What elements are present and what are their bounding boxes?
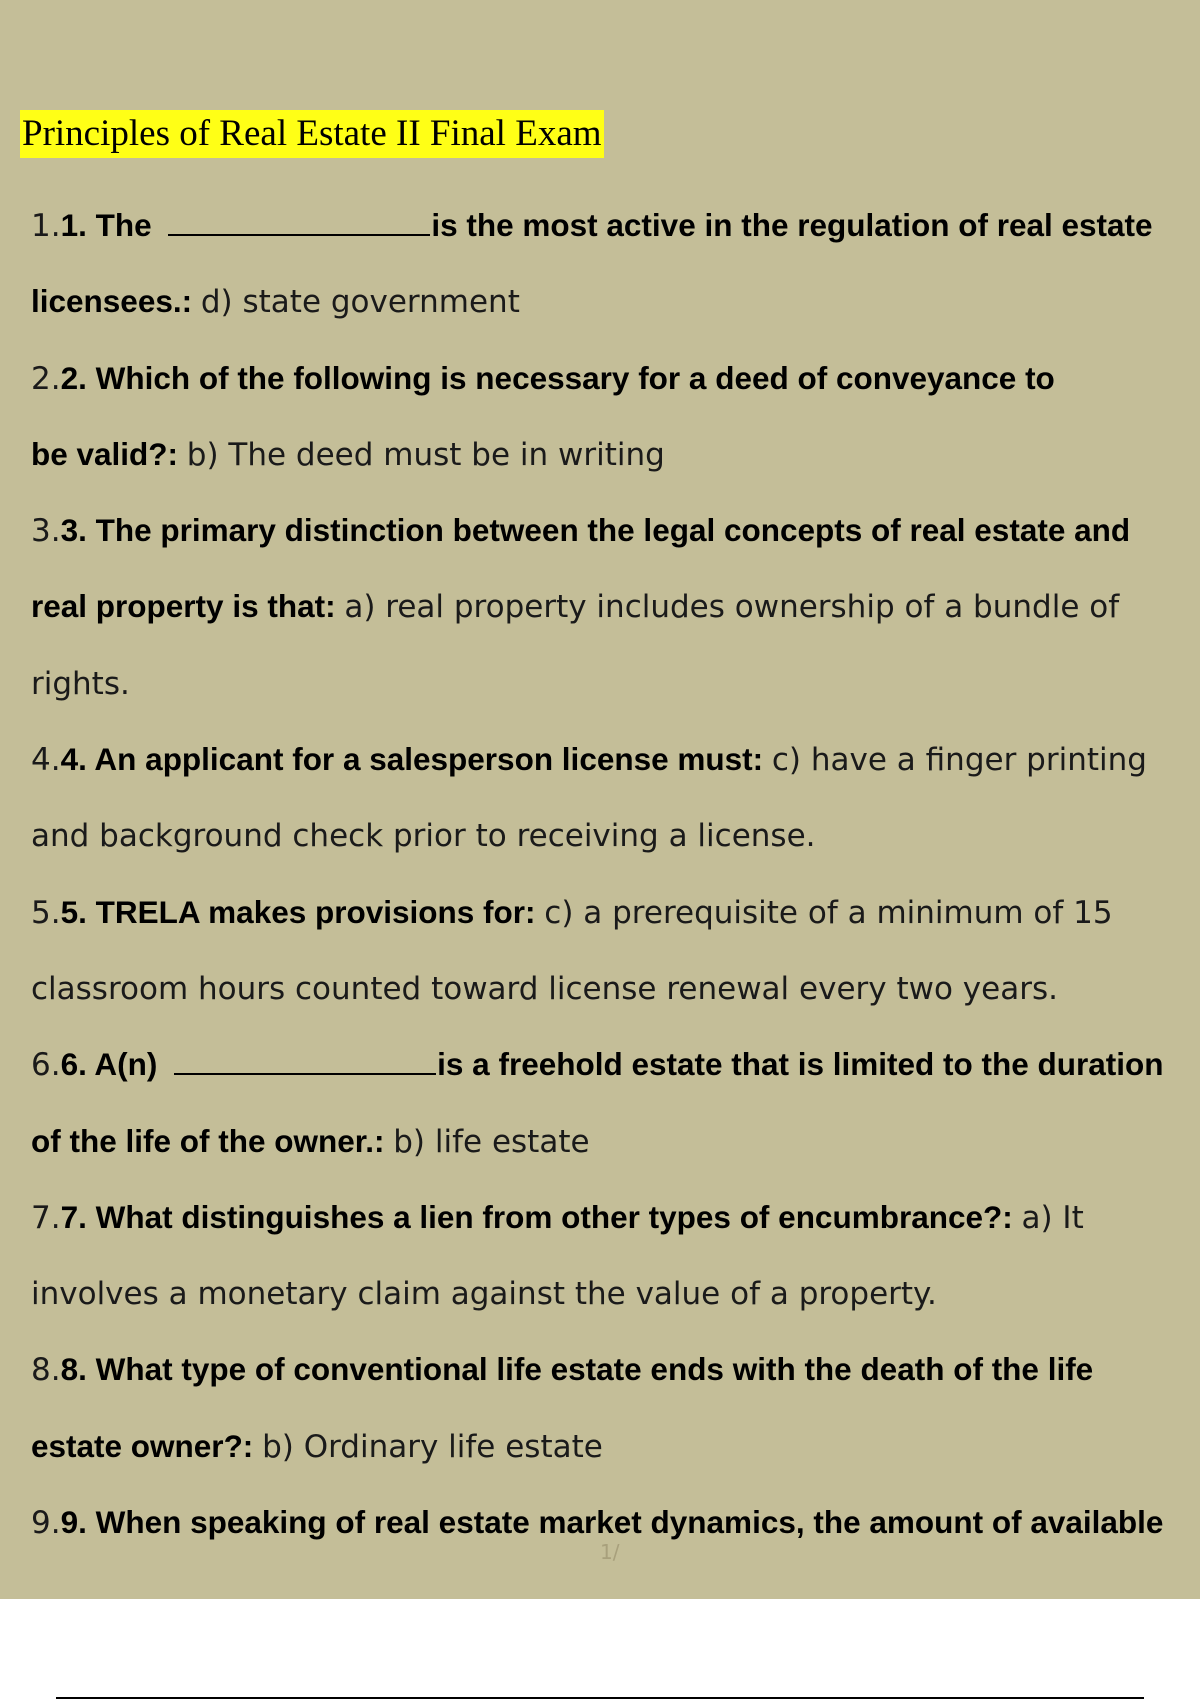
question-number: 6. xyxy=(31,1047,61,1084)
footer-rule xyxy=(56,1697,1144,1699)
question-number: 1. xyxy=(31,208,61,244)
text-line xyxy=(31,1409,1200,1485)
question-number: 4. xyxy=(31,742,61,779)
question-number: 2. xyxy=(31,360,61,397)
text-line xyxy=(31,1256,1200,1332)
text-line xyxy=(31,722,1200,798)
text-line xyxy=(31,646,1200,722)
answer-text: b) life estate xyxy=(393,1123,590,1160)
question-number: 9. xyxy=(31,1505,61,1542)
text-line xyxy=(31,875,1200,951)
text-line xyxy=(31,264,1200,340)
answer-text: c) have a finger printing xyxy=(771,742,1147,779)
answer-text: a) real property includes ownership of a bundle of xyxy=(344,589,1120,626)
question-number: 3. xyxy=(31,513,61,550)
answer-text: a) It xyxy=(1021,1199,1084,1236)
question-text: be valid?: xyxy=(31,435,187,472)
question-text: 5. TRELA makes provisions for: xyxy=(60,893,545,930)
question-text: is the most active in the regulation of real estate xyxy=(431,207,1153,243)
fill-in-blank xyxy=(174,1072,436,1075)
answer-text: rights. xyxy=(31,665,130,702)
text-line xyxy=(31,341,1200,417)
page-number: 1/ xyxy=(600,1540,620,1564)
text-line xyxy=(31,1104,1200,1180)
question-text: 3. The primary distinction between the legal concepts of real estate and xyxy=(60,512,1131,549)
question-text: 6. A(n) xyxy=(60,1046,167,1083)
answer-text: classroom hours counted toward license renewal every two years. xyxy=(31,970,1058,1007)
question-text: 2. Which of the following is necessary for a deed of conveyance to xyxy=(60,359,1055,396)
fill-in-blank xyxy=(168,233,430,236)
question-text: real property is that: xyxy=(31,588,345,625)
text-line xyxy=(31,1180,1200,1256)
text-line xyxy=(31,951,1200,1027)
answer-text: and background check prior to receiving a license. xyxy=(31,818,816,855)
question-number: 5. xyxy=(31,894,61,931)
question-text: 9. When speaking of real estate market dynamics, the amount of available xyxy=(60,1504,1164,1541)
document-title: Principles of Real Estate II Final Exam xyxy=(20,110,604,158)
answer-text: b) Ordinary life estate xyxy=(262,1428,603,1465)
question-list xyxy=(31,188,1200,1561)
text-line xyxy=(31,188,1200,264)
answer-text: d) state government xyxy=(200,284,520,321)
answer-text: c) a prerequisite of a minimum of 15 xyxy=(544,894,1113,931)
question-text: is a freehold estate that is limited to the duration xyxy=(437,1046,1164,1083)
question-text: 7. What distinguishes a lien from other types of encumbrance?: xyxy=(60,1198,1022,1235)
question-text: 8. What type of conventional life estate ends with the death of the life xyxy=(60,1351,1094,1388)
question-text: estate owner?: xyxy=(31,1427,263,1464)
question-text: 4. An applicant for a salesperson license must: xyxy=(60,741,772,778)
question-text: 1. The xyxy=(60,207,161,243)
question-number: 7. xyxy=(31,1199,61,1236)
question-text: of the life of the owner.: xyxy=(31,1122,394,1159)
question-number: 8. xyxy=(31,1352,61,1389)
text-line xyxy=(31,1027,1200,1103)
text-line xyxy=(31,417,1200,493)
text-line xyxy=(31,569,1200,645)
text-line xyxy=(31,493,1200,569)
text-line xyxy=(31,798,1200,874)
answer-text: b) The deed must be in writing xyxy=(186,436,665,473)
question-text: licensees.: xyxy=(31,283,201,320)
text-line xyxy=(31,1332,1200,1408)
answer-text: involves a monetary claim against the value of a property. xyxy=(31,1276,937,1313)
